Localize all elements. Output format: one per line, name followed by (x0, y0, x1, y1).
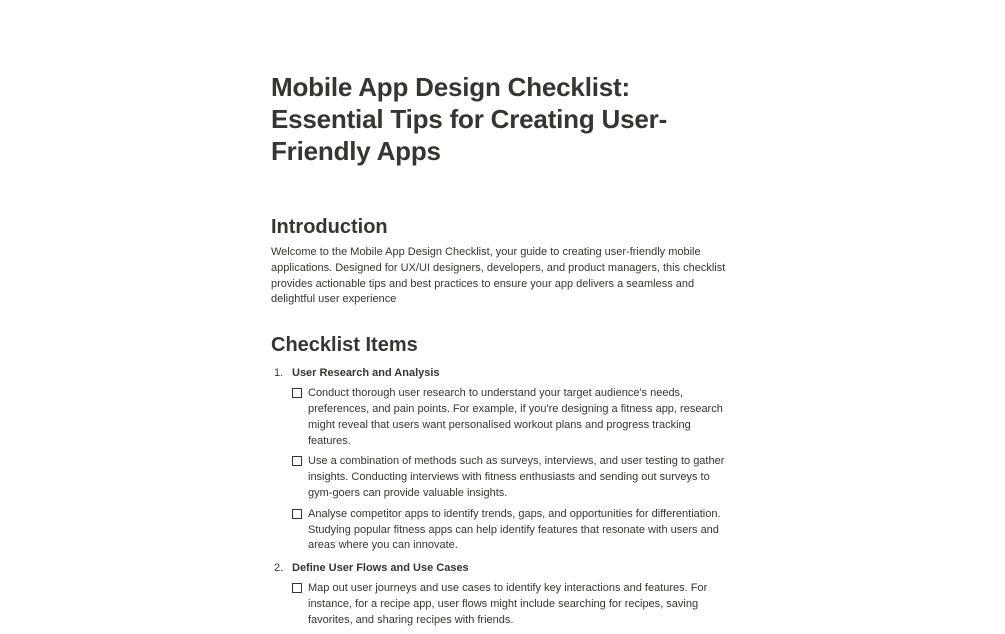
todo-item (291, 507, 733, 554)
page-title: Mobile App Design Checklist: Essential Tips for Creating User-Friendly Apps (271, 72, 668, 166)
checklist-item-user-flows (271, 559, 733, 628)
checklist-item-header (271, 559, 733, 579)
checklist-item-title: User Research and Analysis (292, 367, 440, 380)
introduction-heading: Introduction (271, 216, 388, 238)
introduction-paragraph: Welcome to the Mobile App Design Checklist, your guide to creating user-friendly mobile applications. Designed for UX/UI designers, developers, and product managers, this checklist provides actionable tips and best practices to ensure your app delivers a seamless and delightful user experience (271, 246, 726, 306)
todo-checkbox[interactable] (292, 388, 302, 398)
checklist-item-title: Define User Flows and Use Cases (292, 562, 469, 575)
todo-item (291, 581, 733, 628)
todo-item (291, 454, 733, 501)
checklist-list (271, 364, 733, 628)
todo-text: Conduct thorough user research to understand your target audience's needs, preferences, and pain points. For example, if you're designing a fitness app, research might reveal that users want personalised workout plans and progress tracking features. (308, 387, 723, 447)
todo-text: Analyse competitor apps to identify trends, gaps, and opportunities for differentiation. Studying popular fitness apps can help identify features that resonate with users and areas where you can innovate. (308, 507, 721, 552)
checklist-item-user-research (271, 364, 733, 554)
checklist-item-header (271, 364, 733, 384)
checklist-item-number: 1. (274, 367, 284, 380)
todo-checkbox[interactable] (292, 583, 302, 593)
todo-item (291, 386, 733, 449)
document-page (271, 71, 733, 634)
todo-checkbox[interactable] (292, 456, 302, 466)
checklist-item-number: 2. (274, 562, 284, 575)
todo-text: Map out user journeys and use cases to identify key interactions and features. For instance, for a recipe app, user flows might include searching for recipes, saving favorites, and sharing recipes with friends. (308, 582, 708, 626)
todo-text: Use a combination of methods such as surveys, interviews, and user testing to gather insights. Conducting interviews with fitness enthusiasts and sending out surveys to gym-goers can provide valuable insights. (308, 455, 725, 499)
todo-checkbox[interactable] (292, 509, 302, 519)
checklist-heading: Checklist Items (271, 334, 418, 357)
